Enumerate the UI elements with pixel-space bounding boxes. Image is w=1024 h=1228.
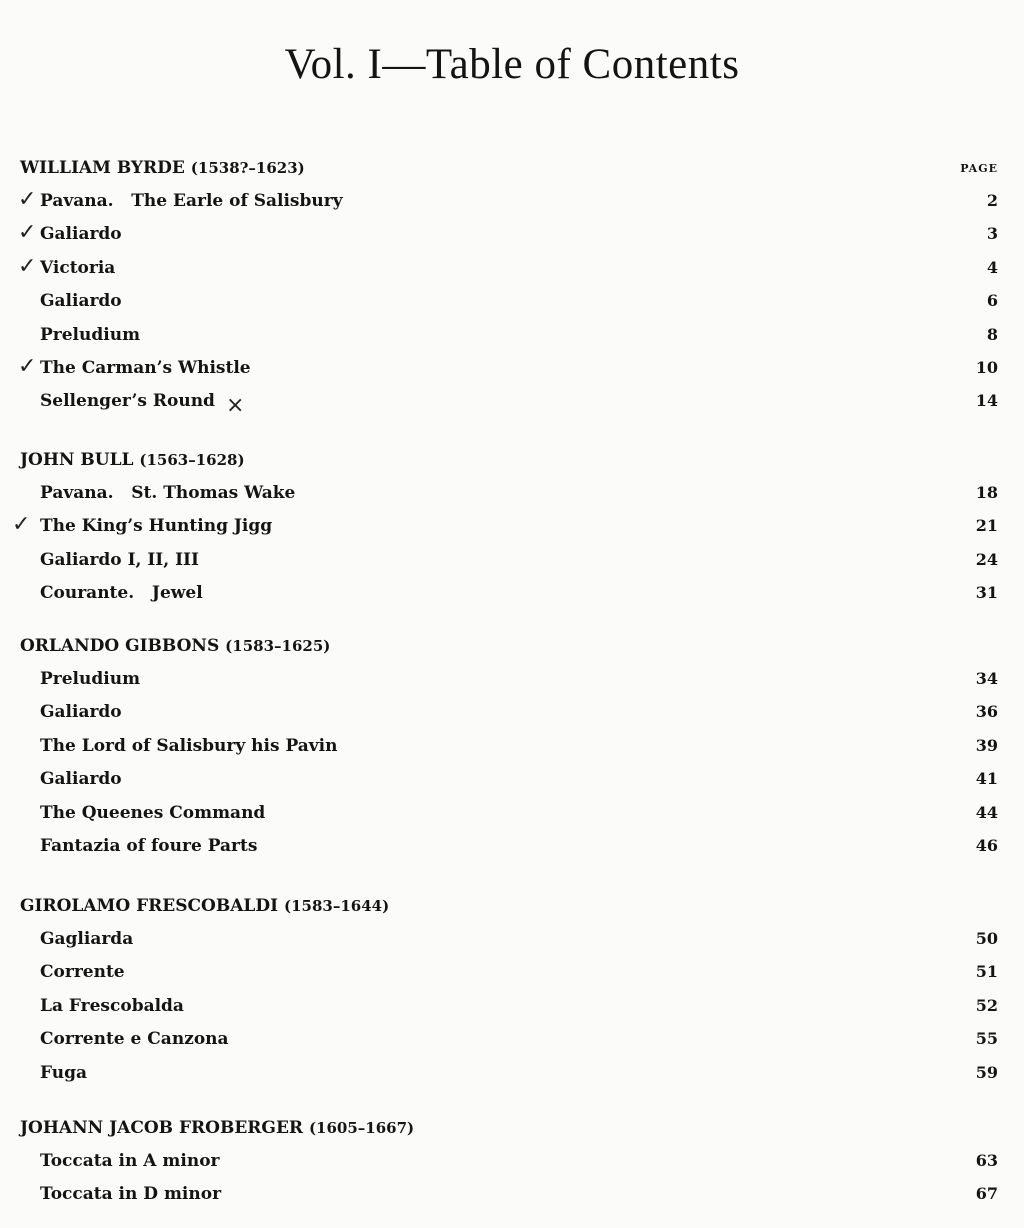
composer-dates: (1563–1628)	[139, 451, 245, 469]
page-number: 18	[975, 483, 998, 502]
toc-entry[interactable]	[40, 962, 998, 982]
composer-name: GIROLAMO FRESCOBALDI	[20, 896, 284, 916]
piece-title: Galiardo	[40, 291, 122, 312]
toc-entry[interactable]	[40, 291, 998, 311]
piece-title: Fantazia of foure Parts	[40, 836, 258, 856]
page-number: 59	[975, 1062, 998, 1082]
composer-heading	[20, 636, 330, 656]
page-number: 14	[975, 391, 998, 411]
piece-title: La Frescobalda	[40, 995, 184, 1016]
toc-entry[interactable]	[40, 1151, 998, 1171]
piece-title: Preludium	[40, 669, 141, 689]
toc-entry[interactable]	[40, 550, 998, 570]
piece-title: Corrente	[40, 962, 125, 983]
page-title: Vol. I—Table of Contents	[284, 41, 740, 88]
toc-entry[interactable]	[40, 325, 998, 345]
toc-entry[interactable]	[40, 583, 998, 603]
toc-entry[interactable]	[40, 702, 998, 722]
piece-title: The Queenes Command	[40, 802, 266, 823]
toc-entry[interactable]	[40, 1184, 998, 1204]
page-number: 8	[986, 324, 998, 344]
page-number: 36	[975, 702, 998, 722]
handwritten-cross-icon: ×	[226, 393, 245, 419]
piece-title: Galiardo I, II, III	[40, 549, 199, 570]
handwritten-check-icon: ✓	[18, 187, 37, 212]
toc-entry[interactable]	[40, 1063, 998, 1083]
toc-entry[interactable]	[40, 483, 998, 503]
toc-entry[interactable]	[40, 996, 998, 1016]
toc-entry[interactable]	[40, 191, 998, 211]
toc-entry[interactable]	[40, 929, 998, 949]
composer-dates: (1538?–1623)	[190, 159, 305, 177]
piece-title: Sellenger’s Round	[40, 391, 215, 412]
piece-title: Galiardo	[40, 224, 122, 245]
piece-title: Galiardo	[40, 702, 122, 723]
piece-title: Galiardo	[40, 769, 122, 790]
page-number: 31	[975, 583, 998, 603]
page-number: 63	[975, 1151, 998, 1170]
composer-heading	[20, 1118, 414, 1138]
toc-entry[interactable]	[40, 736, 998, 756]
page-column-header: PAGE	[960, 162, 998, 175]
toc-entry[interactable]	[40, 258, 998, 278]
page-number: 52	[975, 995, 998, 1015]
page-number: 67	[975, 1184, 998, 1204]
composer-name: WILLIAM BYRDE	[20, 158, 191, 178]
composer-dates: (1583–1644)	[284, 897, 390, 915]
composer-name: ORLANDO GIBBONS	[20, 636, 226, 656]
toc-entry[interactable]	[40, 669, 998, 689]
page-number: 46	[975, 836, 998, 855]
composer-name: JOHN BULL	[20, 450, 140, 470]
composer-heading	[20, 450, 245, 470]
page-number: 21	[975, 516, 998, 536]
page-number: 50	[975, 929, 998, 948]
composer-dates: (1605–1667)	[308, 1119, 415, 1137]
page-number: 34	[975, 669, 998, 688]
page-number: 2	[986, 191, 998, 210]
composer-dates: (1583–1625)	[225, 637, 331, 655]
toc-entry[interactable]	[40, 836, 998, 856]
page-number: 55	[975, 1029, 998, 1049]
piece-title: Victoria	[40, 257, 116, 278]
toc-entry[interactable]	[40, 1029, 998, 1049]
page-number: 3	[986, 224, 998, 244]
piece-title: Courante. Jewel	[40, 583, 203, 604]
handwritten-check-icon: ✓	[18, 253, 37, 279]
page-number: 4	[986, 257, 998, 277]
piece-title: The Carman’s Whistle	[40, 358, 251, 378]
page-number: 10	[975, 358, 998, 377]
page-number: 44	[975, 802, 998, 822]
piece-title: Toccata in D minor	[40, 1184, 222, 1205]
piece-title: Toccata in A minor	[40, 1151, 220, 1171]
page-number: 39	[975, 735, 998, 755]
page-number: 41	[975, 769, 998, 789]
piece-title: Fuga	[40, 1062, 88, 1083]
piece-title: Pavana. The Earle of Salisbury	[40, 191, 343, 211]
handwritten-check-icon: ✓	[18, 354, 37, 379]
page-number: 6	[986, 291, 998, 311]
piece-title: The Lord of Salisbury his Pavin	[40, 735, 338, 756]
composer-heading	[20, 896, 389, 916]
handwritten-check-icon: ✓	[12, 512, 31, 538]
toc-entry[interactable]	[40, 224, 998, 244]
piece-title: The King’s Hunting Jigg	[40, 516, 273, 537]
piece-title: Corrente e Canzona	[40, 1029, 229, 1050]
toc-entry[interactable]	[40, 391, 998, 411]
handwritten-check-icon: ✓	[18, 220, 37, 246]
piece-title: Preludium	[40, 324, 141, 345]
page-number: 24	[975, 549, 998, 569]
toc-entry[interactable]	[40, 516, 998, 536]
toc-entry[interactable]	[40, 803, 998, 823]
page-number: 51	[975, 962, 998, 982]
toc-entry[interactable]	[40, 769, 998, 789]
composer-heading	[20, 158, 305, 178]
toc-entry[interactable]	[40, 358, 998, 378]
piece-title: Pavana. St. Thomas Wake	[40, 483, 296, 503]
composer-name: JOHANN JACOB FROBERGER	[20, 1118, 309, 1138]
piece-title: Gagliarda	[40, 929, 134, 949]
